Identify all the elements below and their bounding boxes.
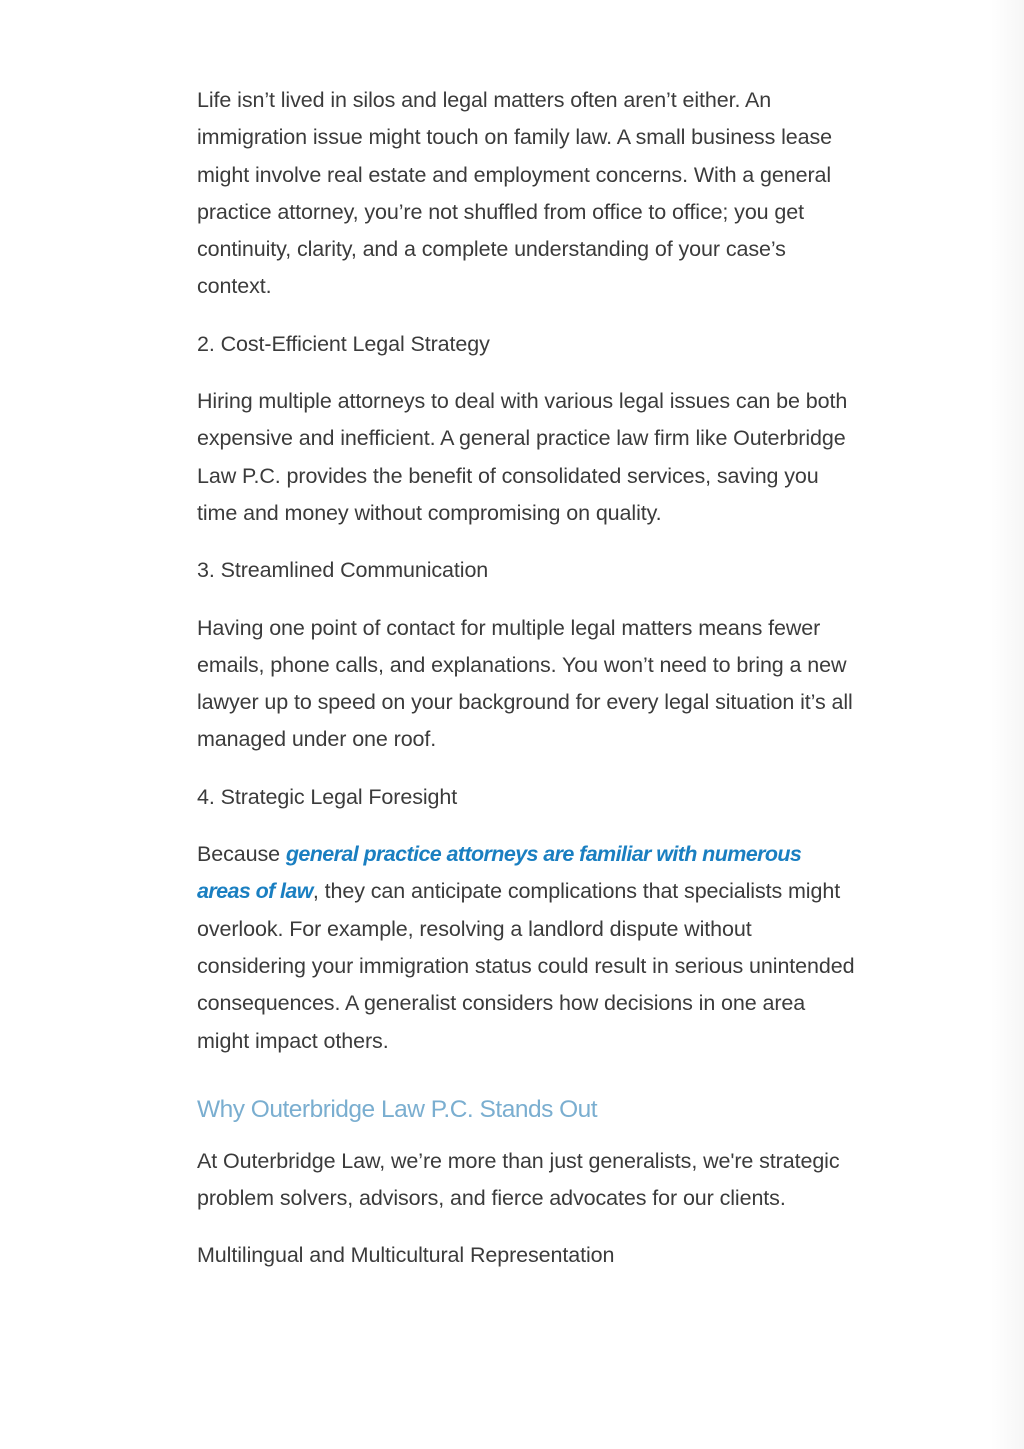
- section-heading: Why Outerbridge Law P.C. Stands Out: [197, 1095, 598, 1123]
- point-4-paragraph: [197, 836, 857, 1060]
- intro-paragraph: Life isn’t lived in silos and legal matters often aren’t either. An immigration issue might touch on family law. A small business lease might involve real estate and employment concerns. With a general practice attorney, you’re not shuffled from office to office; you get continuity, clarity, and a complete understanding of your case’s context.: [197, 88, 833, 299]
- article-body: [197, 82, 857, 1295]
- section-intro-paragraph: At Outerbridge Law, we’re more than just generalists, we're strategic problem solvers, advisors, and fierce advocates for our clients.: [197, 1148, 840, 1211]
- subheading-multilingual: Multilingual and Multicultural Representation: [197, 1243, 615, 1268]
- point-4-suffix: , they can anticipate complications that specialists might overlook. For example, resolving a landlord dispute without considering your immigration status could result in serious unintended consequences. A generalist considers how decisions in one area might impact others.: [197, 879, 855, 1053]
- general-practice-link[interactable]: general practice attorneys are familiar with numerous areas of law: [197, 842, 802, 904]
- page-edge-shadow: [990, 0, 1024, 1449]
- point-3-title: 3. Streamlined Communication: [197, 558, 489, 583]
- point-4-title: 4. Strategic Legal Foresight: [197, 784, 458, 809]
- point-2-title: 2. Cost-Efficient Legal Strategy: [197, 331, 490, 356]
- point-2-paragraph: Hiring multiple attorneys to deal with various legal issues can be both expensive and inefficient. A general practice law firm like Outerbridge Law P.C. provides the benefit of consolidated services, saving you time and money without compromising on quality.: [197, 389, 848, 525]
- point-4-prefix: Because: [197, 842, 286, 867]
- point-3-paragraph: Having one point of contact for multiple legal matters means fewer emails, phone calls, and explanations. You won’t need to bring a new lawyer up to speed on your background for every legal situation it’s all managed under one roof.: [197, 615, 853, 752]
